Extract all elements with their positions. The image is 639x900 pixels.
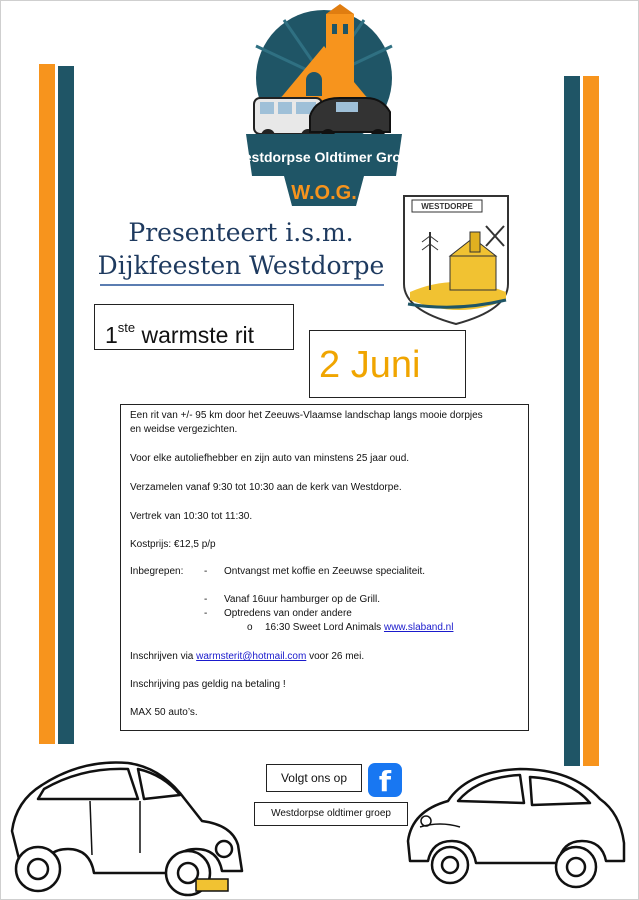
presents-line-2: Dijkfeesten Westdorpe [97,251,385,280]
info-included-row: Inbegrepen: - Ontvangst met koffie en Zeeuwse specialiteit. [130,566,426,577]
ordinal-number: 1 [105,322,118,348]
right-orange-stripe [583,76,599,766]
event-date-box [309,330,466,398]
event-info-box [120,404,529,731]
info-max-cars: MAX 50 auto’s. [130,707,198,718]
info-audience: Voor elke autoliefhebber en zijn auto van minstens 25 jaar oud. [130,453,410,464]
club-logo [230,6,418,212]
registration-row [130,650,520,664]
info-payment-note: Inschrijving pas geldig na betaling ! [130,679,286,690]
included-subitem: 16:30 Sweet Lord Animals [265,622,382,633]
included-item-3: Optredens van onder andere [224,608,352,619]
event-title: warmste rit [141,322,254,348]
logo-abbr-text: W.O.G. [291,182,357,204]
facebook-icon[interactable]: f [368,763,402,797]
included-row-3: - Optredens van onder andere [204,608,352,619]
included-subitem-row [247,621,520,635]
presents-line-1: Presenteert i.s.m. [128,218,354,247]
westdorpe-crest [400,192,512,328]
info-departure: Vertrek van 10:30 tot 11:30. [130,511,253,522]
included-row-2: - Vanaf 16uur hamburger op de Grill. [204,594,381,605]
left-orange-stripe [39,64,55,744]
fiat-500-drawing [400,765,630,895]
facebook-page-name[interactable]: Westdorpse oldtimer groep [254,802,408,826]
event-title-box [94,304,294,350]
left-teal-stripe [58,66,74,744]
registration-pre: Inschrijven via [130,651,194,662]
sub-bullet: o [247,622,253,633]
info-gathering: Verzamelen vanaf 9:30 tot 10:30 aan de kerk van Westdorpe. [130,482,402,493]
registration-email-link[interactable]: warmsterit@hotmail.com [196,651,307,662]
crest-label: WESTDORPE [421,202,473,211]
event-date: 2 Juni [319,344,421,386]
citroen-2cv-drawing [0,745,255,900]
included-item-1: Ontvangst met koffie en Zeeuwse specialiteit. [224,566,426,577]
follow-us-box: Volgt ons op [266,764,362,792]
band-website-link[interactable]: www.slaband.nl [383,622,454,633]
right-teal-stripe [564,76,580,766]
info-price: Kostprijs: €12,5 p/p [130,539,216,550]
registration-post: voor 26 mei. [309,651,365,662]
included-label: Inbegrepen: [130,566,184,577]
ordinal-suffix: ste [117,320,136,335]
info-intro-2: en weidse vergezichten. [130,424,238,435]
included-item-2: Vanaf 16uur hamburger op de Grill. [224,594,381,605]
title-underline [100,284,384,286]
info-intro-1: Een rit van +/- 95 km door het Zeeuws-Vlaamse landschap langs mooie dorpjes [130,410,483,421]
logo-banner-text: Westdorpse Oldtimer Groep [230,149,418,165]
